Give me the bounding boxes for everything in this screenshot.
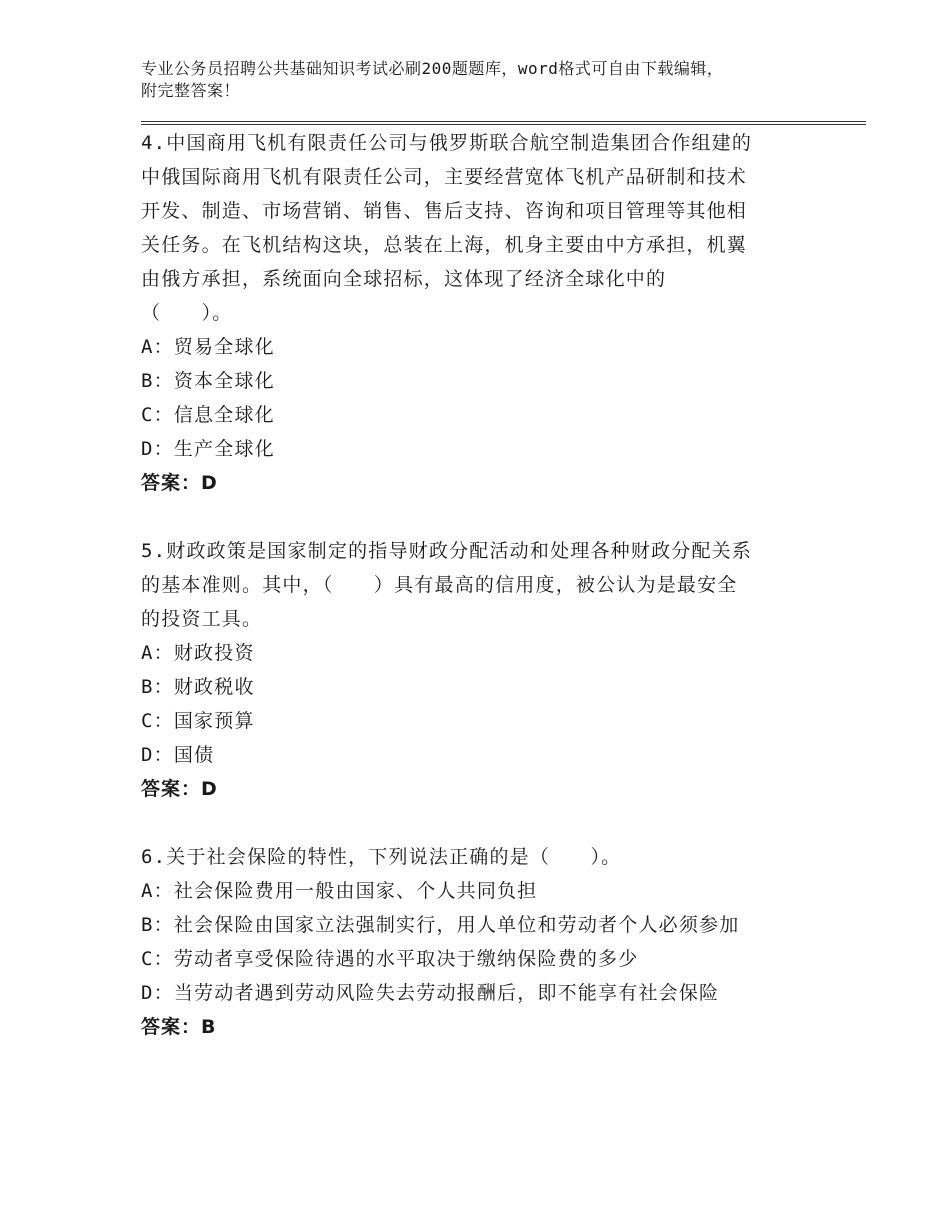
answer-label: 答案：B	[141, 1016, 217, 1038]
option-d: D：当劳动者遇到劳动风险失去劳动报酬后，即不能享有社会保险	[141, 982, 720, 1004]
question-text-line: 的投资工具。	[141, 608, 263, 630]
answer-label: 答案：D	[141, 472, 218, 494]
question-spacer	[141, 500, 811, 534]
question-spacer	[141, 806, 811, 840]
header-divider-bottom	[141, 124, 866, 125]
option-c: C：信息全球化	[141, 404, 275, 426]
option-c: C：劳动者享受保险待遇的水平取决于缴纳保险费的多少	[141, 948, 639, 970]
option-b: B：财政税收	[141, 676, 255, 698]
question-text-line: 的基本准则。其中，（ ）具有最高的信用度，被公认为是最安全	[141, 574, 738, 596]
question-text-line: （ ）。	[141, 302, 233, 324]
header-line-1: 专业公务员招聘公共基础知识考试必刷200题题库，word格式可自由下载编辑，	[141, 59, 724, 78]
option-c: C：国家预算	[141, 710, 255, 732]
option-d: D：生产全球化	[141, 438, 275, 460]
option-d: D：国债	[141, 744, 215, 766]
document-header	[141, 58, 841, 102]
question-5	[141, 534, 811, 806]
question-text-line: 6.关于社会保险的特性，下列说法正确的是（ ）。	[141, 846, 622, 868]
option-a: A：财政投资	[141, 642, 255, 664]
header-line-2: 附完整答案！	[141, 81, 241, 100]
question-list	[141, 126, 811, 1044]
option-b: B：资本全球化	[141, 370, 275, 392]
question-text-line: 关任务。在飞机结构这块，总装在上海，机身主要由中方承担，机翼	[141, 234, 748, 256]
question-6	[141, 840, 811, 1044]
question-text-line: 开发、制造、市场营销、销售、售后支持、咨询和项目管理等其他相	[141, 200, 748, 222]
answer-label: 答案：D	[141, 778, 218, 800]
question-text-line: 中俄国际商用飞机有限责任公司，主要经营宽体飞机产品研制和技术	[141, 166, 748, 188]
option-a: A：贸易全球化	[141, 336, 275, 358]
header-divider-top	[141, 121, 866, 122]
question-text-line: 由俄方承担，系统面向全球招标，这体现了经济全球化中的	[141, 268, 667, 290]
option-b: B：社会保险由国家立法强制实行，用人单位和劳动者个人必须参加	[141, 914, 740, 936]
question-text-line: 4.中国商用飞机有限责任公司与俄罗斯联合航空制造集团合作组建的	[141, 132, 753, 154]
question-4	[141, 126, 811, 500]
question-text-line: 5.财政政策是国家制定的指导财政分配活动和处理各种财政分配关系	[141, 540, 753, 562]
option-a: A：社会保险费用一般由国家、个人共同负担	[141, 880, 538, 902]
